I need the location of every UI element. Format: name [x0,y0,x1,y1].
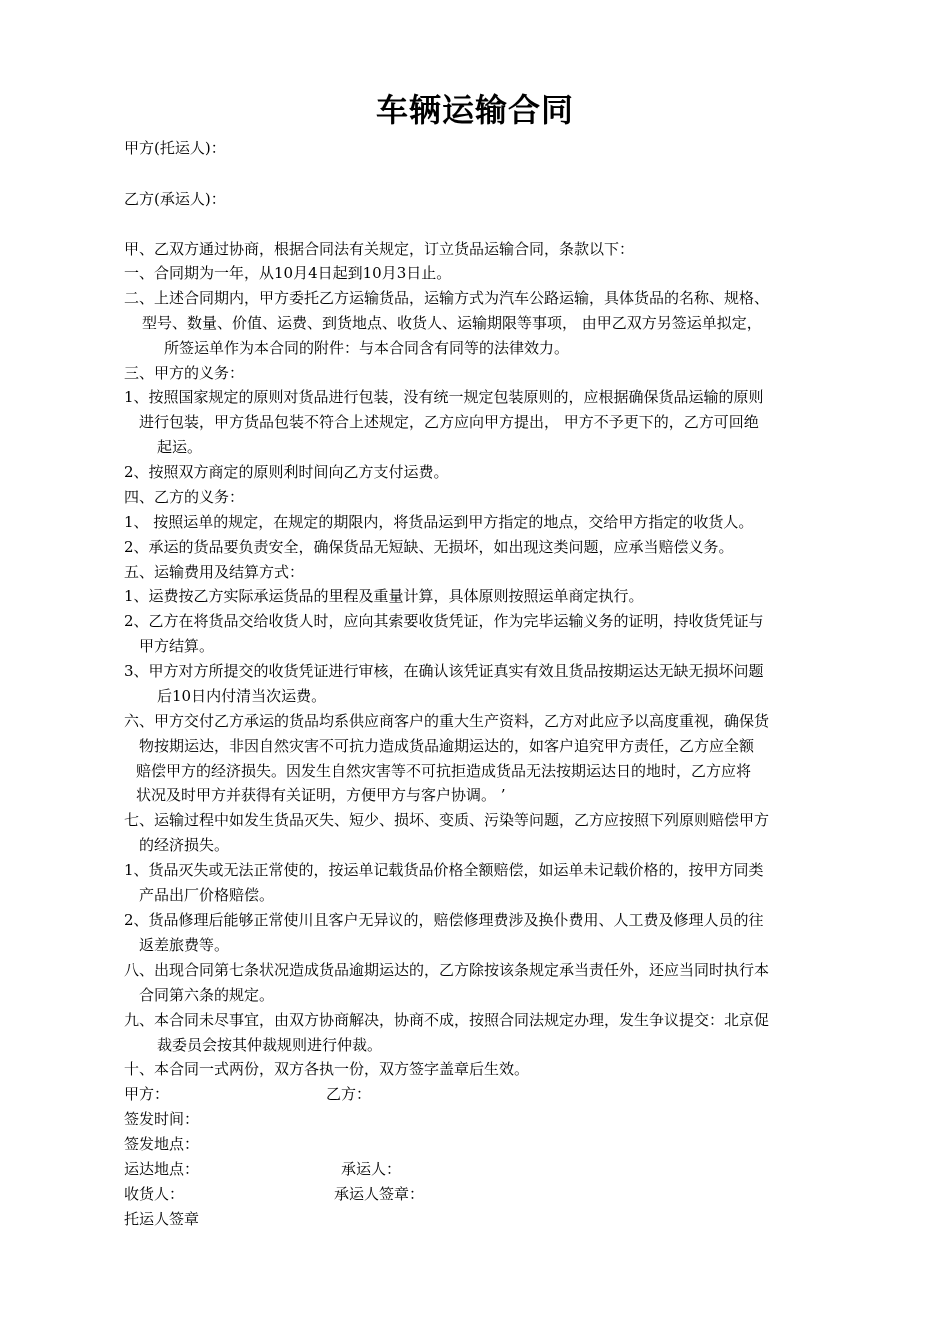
clause-6-line-4: 状况及时甲方并获得有关证明，方便甲方与客户协调。 ’ [136,786,506,804]
clause-3-1-line-1: 1、按照国家规定的原则对货品进行包装，没有统一规定包装原则的，应根据确保货品运输的原则 [124,388,764,406]
clause-9-line-2: 裁委员会按其仲裁规则进行仲裁。 [157,1036,383,1054]
clause-5-3-line-2: 后10日内付清当次运费。 [157,687,327,705]
clause-4-2: 2、承运的货品要负责安全，确保货品无短缺、无损坏，如出现这类问题，应承当赔偿义务。 [124,538,734,556]
clause-7-line-2: 的经济损失。 [139,836,230,854]
clause-2-line-2: 型号、数量、价值、运费、到货地点、收货人、运输期限等事项， 由甲乙双方另签运单拟定， [142,314,762,332]
party-b-label: 乙方(承运人)： [124,190,226,208]
party-a-label: 甲方(托运人)： [124,139,226,157]
clause-6-line-1: 六、甲方交付乙方承运的货品均系供应商客户的重大生产资料，乙方对此应予以高度重视，确保货 [124,712,770,730]
signature-carrier-sign: 承运人签章： [334,1185,425,1203]
clause-2-line-1: 二、上述合同期内，甲方委托乙方运输货品，运输方式为汽车公路运输，具体货品的名称、规格、 [124,289,770,307]
document-title: 车辆运输合同 [375,91,574,129]
signature-party-b: 乙方： [326,1085,372,1103]
clause-5-3-line-1: 3、甲方对方所提交的收货凭证进行审核，在确认该凭证真实有效且货品按期运达无缺无损坏问题 [124,662,764,680]
clause-9-line-1: 九、本合同未尽事宜，由双方协商解决，协商不成，按照合同法规定办理，发生争议提交：北京促 [124,1011,770,1029]
clause-7-2-line-2: 返差旅费等。 [139,936,230,954]
clause-3-2: 2、按照双方商定的原则利时间向乙方支付运费。 [124,463,449,481]
clause-6-line-2: 物按期运达，非因自然灾害不可抗力造成货品逾期运达的，如客户追究甲方责任，乙方应全额 [139,737,755,755]
signature-consignee: 收货人： [124,1185,185,1203]
clause-8-line-1: 八、出现合同第七条状况造成货品逾期运达的，乙方除按该条规定承当责任外，还应当同时执行本 [124,961,770,979]
clause-10: 十、本合同一式两份，双方各执一份，双方签字盖章后生效。 [124,1060,530,1078]
clause-3-heading: 三、甲方的义务： [124,364,245,382]
clause-5-2-line-2: 甲方结算。 [139,637,215,655]
clause-1: 一、合同期为一年，从10月4日起到10月3日止。 [124,264,452,282]
signature-sign-time: 签发时间： [124,1110,200,1128]
clause-7-line-1: 七、运输过程中如发生货品灭失、短少、损坏、变质、污染等问题，乙方应按照下列原则赔偿甲方 [124,811,770,829]
clause-5-1: 1、运费按乙方实际承运货品的里程及重量计算，具体原则按照运单商定执行。 [124,587,644,605]
clause-2-line-3: 所签运单作为本合同的附件：与本合同含有同等的法律效力。 [164,339,570,357]
clause-5-2-line-1: 2、乙方在将货品交给收货人时，应向其索要收货凭证，作为完毕运输义务的证明，持收货凭证与 [124,612,764,630]
signature-shipper-sign: 托运人签章 [124,1210,200,1228]
clause-3-1-line-3: 起运。 [157,438,203,456]
intro-paragraph: 甲、乙双方通过协商，根据合同法有关规定，订立货品运输合同，条款以下： [124,240,635,258]
clause-4-1: 1、 按照运单的规定，在规定的期限内，将货品运到甲方指定的地点，交给甲方指定的收货人。 [124,513,754,531]
clause-7-1-line-1: 1、货品灭失或无法正常使的，按运单记载货品价格全额赔偿，如运单未记载价格的，按甲方同类 [124,861,764,879]
clause-5-heading: 五、运输费用及结算方式： [124,563,305,581]
signature-party-a: 甲方： [124,1085,170,1103]
clause-7-1-line-2: 产品出厂价格赔偿。 [139,886,275,904]
signature-carrier: 承运人： [341,1160,402,1178]
signature-destination: 运达地点： [124,1160,200,1178]
signature-sign-place: 签发地点： [124,1135,200,1153]
clause-7-2-line-1: 2、货品修理后能够正常使川且客户无异议的，赔偿修理费涉及换仆费用、人工费及修理人员的往 [124,911,764,929]
clause-4-heading: 四、乙方的义务： [124,488,245,506]
clause-8-line-2: 合同第六条的规定。 [139,986,275,1004]
clause-3-1-line-2: 进行包装，甲方货品包装不符合上述规定，乙方应向甲方提出， 甲方不予更下的，乙方可回绝 [139,413,759,431]
clause-6-line-3: 赔偿甲方的经济损失。因发生自然灾害等不可抗拒造成货品无法按期运达日的地时，乙方应将 [136,762,752,780]
